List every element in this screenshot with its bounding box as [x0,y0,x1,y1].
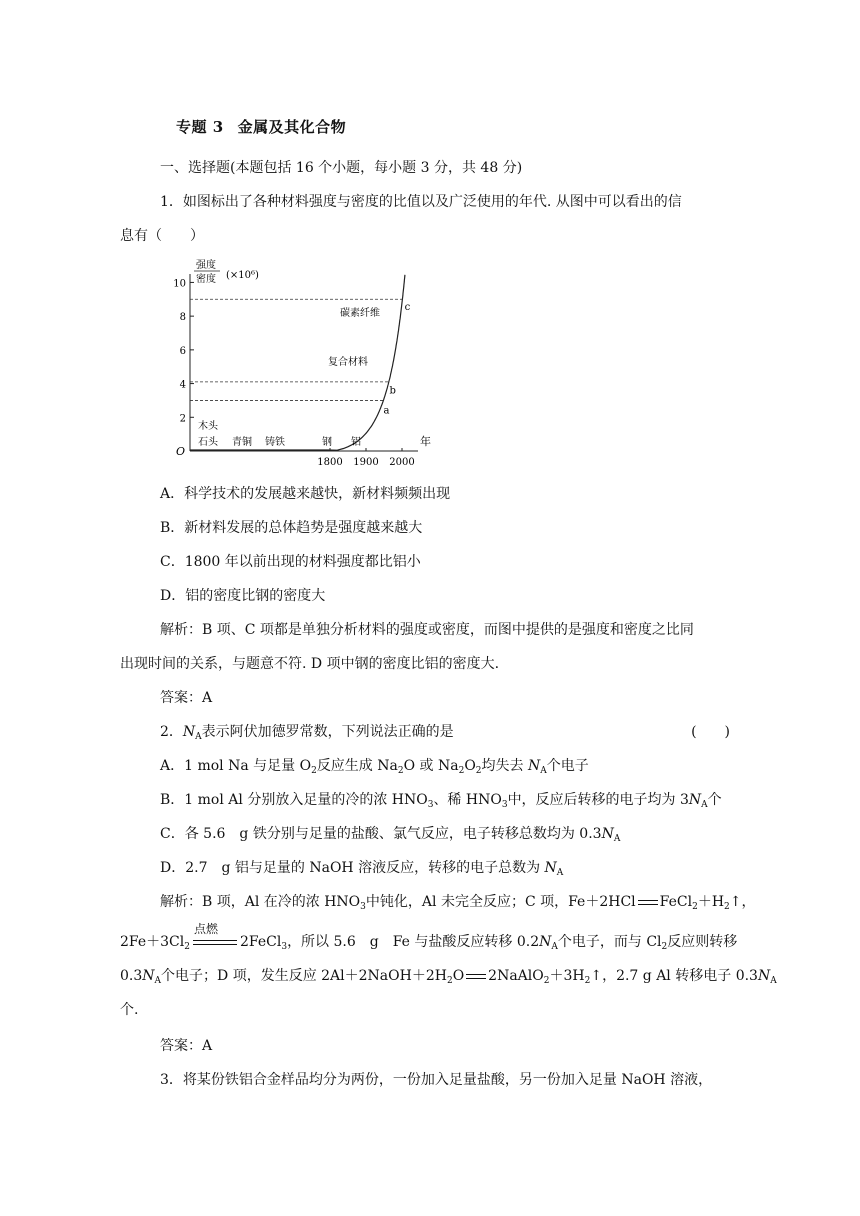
y-tick-label: 10 [173,278,186,290]
page-title [176,116,346,137]
x-tick-label: 1900 [353,457,379,466]
q1-option-a: A．科学技术的发展越来越快，新材料频频出现 [160,486,451,502]
section-heading: 一、选择题(本题包括 16 个小题，每小题 3 分，共 48 分) [160,160,523,176]
curve-label-c: c [404,302,411,314]
origin-label: O [176,445,186,458]
curve-label-b: b [389,385,396,397]
q1-stem-line1: 1．如图标出了各种材料强度与密度的比值以及广泛使用的年代. 从图中可以看出的信 [160,194,682,210]
x-axis-label: 年 [420,435,431,448]
q2-option-c: C．各 5.6 g 铁分别与足量的盐酸、氯气反应，电子转移总数均为 $0.3N_A$ [160,826,621,844]
material-label: 铸铁 [265,437,285,449]
topic-title: 金属及其化合物 [237,118,347,136]
yunit-label: (×10⁶) [226,270,259,281]
material-label: 钢 [322,437,332,449]
q1-answer: 答案：A [160,690,213,706]
material-label: 青铜 [232,437,252,449]
curve-label-a: a [383,405,390,417]
q2-analysis-line1: 解析：B 项，Al 在冷的浓 $HNO_3$中钝化，Al 未完全反应；C 项，Fe＋2HCl $FeCl_2+H_2↑$， [160,894,756,912]
q1-stem-line2: 息有（ ） [120,228,204,244]
q3-stem: 3．将某份铁铝合金样品均分为两份，一份加入足量盐酸，另一份加入足量 NaOH 溶液， [160,1072,713,1088]
region-label-composite: 复合材料 [328,357,368,369]
region-label-carbon-fiber: 碳素纤维 [340,308,380,320]
strength-curve [190,275,405,450]
q2-analysis-line2: $2Fe+3Cl_2$ 点燃 2FeCl$_3$，所以 5.6 g Fe 与盐酸反应转移 $0.2N_A$个电子，而与 $Cl_2$反应则转移 [120,922,738,952]
x-tick-label: 1800 [317,457,343,466]
ylabel-top: 强度 [196,260,216,271]
q1-option-c: C．1800 年以前出现的材料强度都比铝小 [160,554,421,570]
q1-option-d: D．铝的密度比钢的密度大 [160,588,326,604]
x-tick-label: 2000 [389,457,415,466]
q1-analysis-line2: 出现时间的关系，与题意不符. D 项中钢的密度比铝的密度大. [120,656,500,672]
q2-option-d: D．2.7 g 铝与足量的 NaOH 溶液反应，转移的电子总数为 $N_A$ [160,860,564,878]
q2-option-b: B．1 mol Al 分别放入足量的冷的浓 $HNO_3$、稀 $HNO_3$中，反应后转移的电子均为 $3N_A$个 [160,792,722,810]
q1-option-b: B．新材料发展的总体趋势是强度越来越大 [160,520,423,536]
q2-stem: 2．$N_A$表示阿伏加德罗常数，下列说法正确的是 ( ) [160,724,730,742]
ylabel-bottom: 密度 [196,274,216,285]
y-tick-label: 6 [179,345,186,357]
topic-number: 专题 3 [176,118,224,136]
y-tick-label: 2 [179,413,186,425]
y-tick-label: 4 [179,379,186,391]
q2-analysis-line4: 个. [120,1002,139,1018]
answer-blank: ( ) [691,724,730,740]
q2-answer: 答案：A [160,1038,213,1054]
q2-option-a: A．1 mol Na 与足量 $O_2$反应生成 $Na_2O$ 或 $Na_2O_2$均失去 $N_A$个电子 [160,758,589,776]
material-label: 木头 [198,421,218,433]
q1-analysis-line1: 解析：B 项、C 项都是单独分析材料的强度或密度，而图中提供的是强度和密度之比同 [160,622,694,638]
material-label: 石头 [198,437,218,449]
q2-analysis-line3: $0.3N_A$个电子；D 项，发生反应 $2Al+2NaOH+2H_2O$ $2NaAlO_2+3H_2↑$，2.7 g Al 转移电子 $0.3N_A$ [120,968,777,986]
q1-chart [168,256,438,466]
y-tick-label: 8 [179,312,186,324]
material-label: 铝 [351,437,361,449]
